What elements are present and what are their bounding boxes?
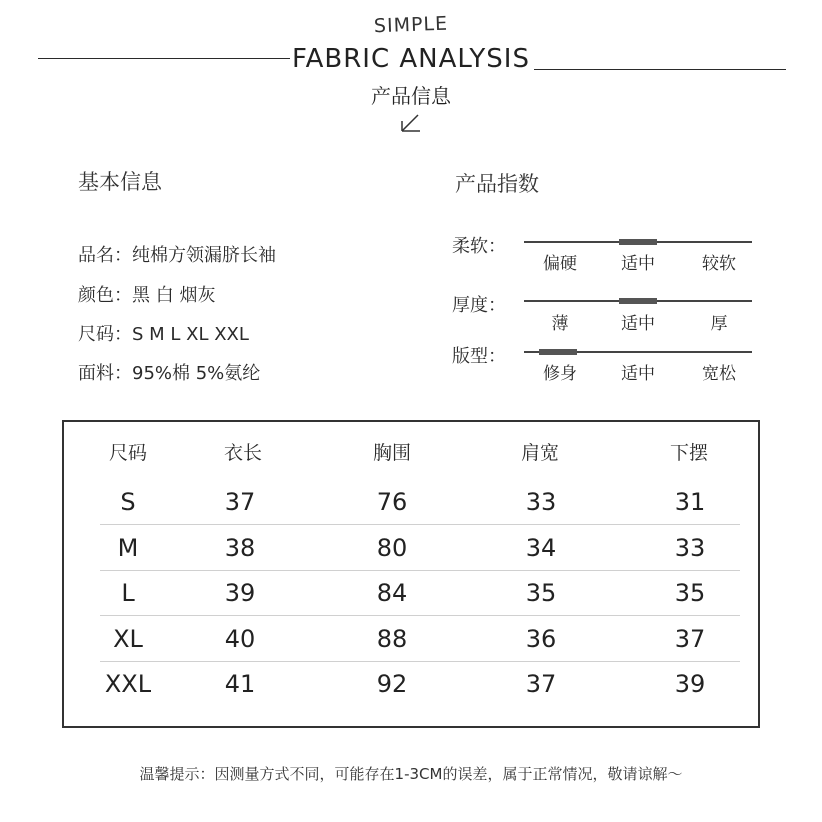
info-row-color: 颜色：黑 白 烟灰	[78, 285, 216, 306]
table-header-cell: 衣长	[223, 442, 262, 464]
index-marker-thickness	[619, 298, 657, 304]
table-cell: XL	[113, 625, 143, 653]
info-row-fabric: 面料：95%棉 5%氨纶	[78, 363, 261, 384]
index-marker-softness	[619, 239, 657, 245]
simple-label: SIMPLE	[373, 12, 449, 38]
table-cell: 33	[525, 488, 557, 516]
table-cell: 36	[525, 625, 557, 653]
table-row-divider	[100, 661, 740, 662]
table-cell: S	[120, 488, 136, 516]
info-row-size: 尺码：S M L XL XXL	[78, 324, 249, 345]
table-cell: M	[117, 534, 139, 562]
index-marker-fit	[539, 349, 577, 355]
index-label-thickness: 厚度：	[452, 295, 506, 316]
page-title-cn: 产品信息	[371, 84, 451, 108]
table-cell: 92	[376, 670, 408, 698]
table-cell: 35	[525, 579, 557, 607]
product-index-heading: 产品指数	[455, 172, 539, 196]
table-header-cell: 尺码	[108, 442, 147, 464]
page-title-en: FABRIC ANALYSIS	[292, 44, 530, 74]
table-cell: 41	[224, 670, 256, 698]
table-cell: 35	[674, 579, 706, 607]
table-cell: 37	[674, 625, 706, 653]
index-option: 适中	[621, 254, 655, 274]
table-row-divider	[100, 615, 740, 616]
table-cell: 38	[224, 534, 256, 562]
index-option: 厚	[710, 314, 728, 334]
table-cell: 40	[224, 625, 256, 653]
index-option: 偏硬	[543, 254, 577, 274]
table-header-cell: 胸围	[372, 442, 411, 464]
table-cell: L	[121, 579, 135, 607]
index-option: 适中	[621, 364, 655, 384]
index-option: 修身	[543, 364, 577, 384]
arrow-down-left-icon	[398, 113, 422, 135]
table-cell: 76	[376, 488, 408, 516]
basic-info-heading: 基本信息	[78, 170, 162, 194]
table-row-divider	[100, 570, 740, 571]
index-option: 薄	[551, 314, 569, 334]
table-row-divider	[100, 524, 740, 525]
table-cell: 31	[674, 488, 706, 516]
table-cell: XXL	[104, 670, 152, 698]
table-cell: 88	[376, 625, 408, 653]
measurement-tip: 温馨提示：因测量方式不同，可能存在1-3CM的误差，属于正常情况，敬请谅解～	[139, 765, 683, 783]
table-cell: 39	[674, 670, 706, 698]
index-option: 宽松	[702, 364, 736, 384]
index-label-softness: 柔软：	[452, 236, 506, 257]
table-cell: 80	[376, 534, 408, 562]
table-header-cell: 下摆	[669, 442, 708, 464]
table-cell: 37	[525, 670, 557, 698]
index-label-fit: 版型：	[452, 346, 506, 367]
table-header-cell: 肩宽	[520, 442, 559, 464]
table-cell: 39	[224, 579, 256, 607]
index-option: 适中	[621, 314, 655, 334]
info-row-name: 品名：纯棉方领漏脐长袖	[78, 245, 276, 266]
index-option: 较软	[702, 254, 736, 274]
table-cell: 34	[525, 534, 557, 562]
table-cell: 37	[224, 488, 256, 516]
table-cell: 84	[376, 579, 408, 607]
table-cell: 33	[674, 534, 706, 562]
